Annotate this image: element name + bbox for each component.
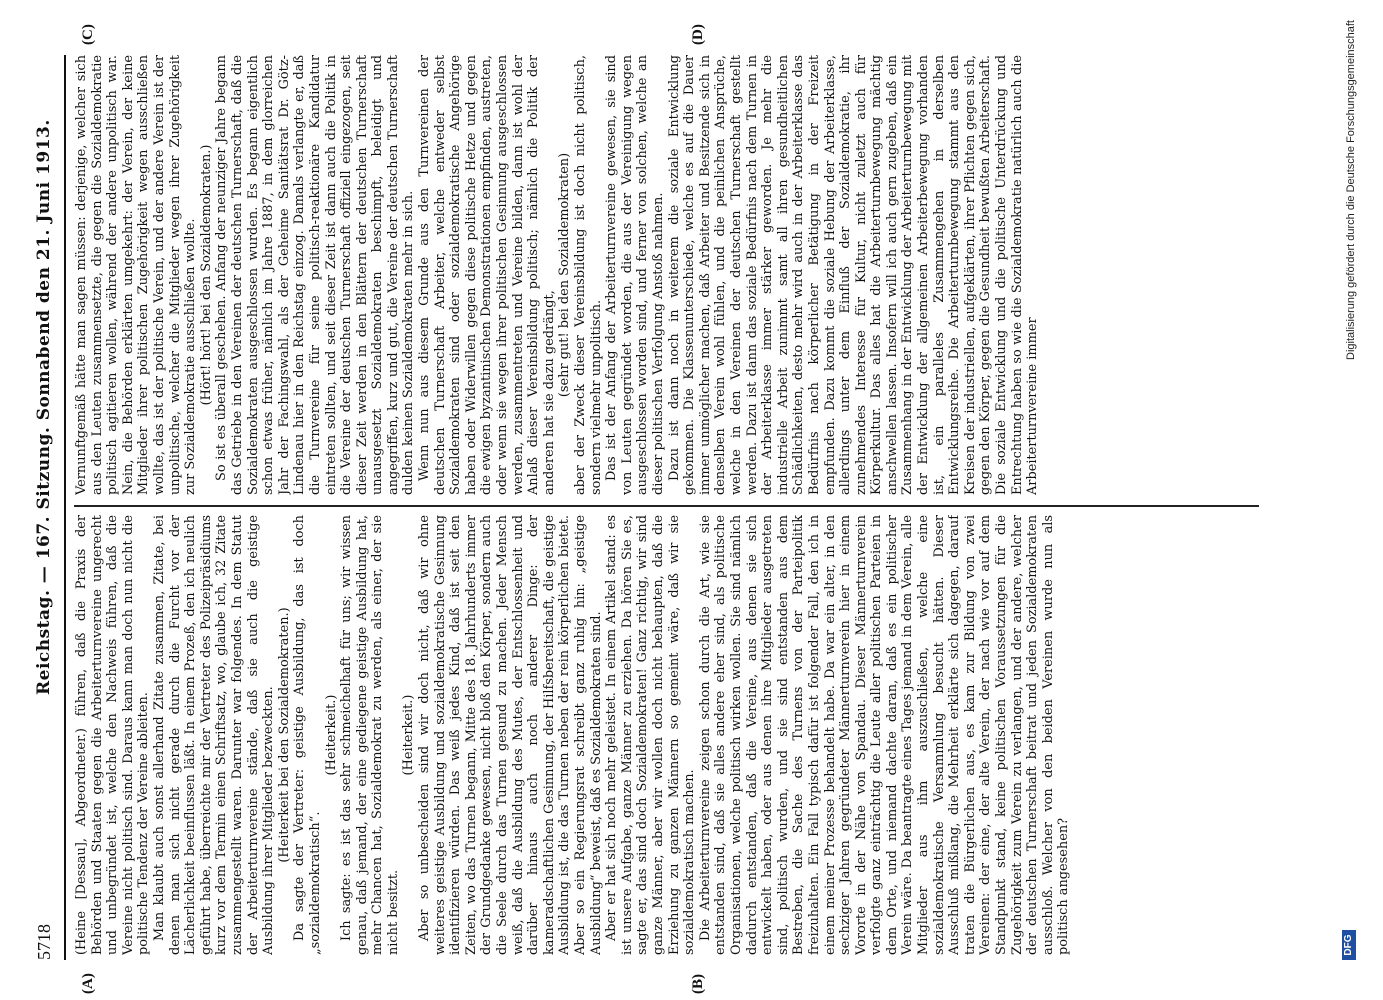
interjection: (Heiterkeit.)	[323, 694, 339, 776]
page-header	[34, 110, 64, 960]
column-divider	[74, 505, 1259, 507]
paragraph: Dazu ist dann noch in weiterem die soziale Entwicklung gekommen. Die Klassenunterschiede, welche es auf die Dauer immer unmöglicher machen, daß Arbeiter und Besitzende sich in denselben Verein wohl fühlen, und die peinlichen Ansprüche, welche in den Vereinen der deutschen Turnerschaft gestellt werden. Dazu ist dann das soziale Bedürfnis nach dem Turnen in der Arbeiterklasse immer stärker geworden. Je mehr die industrielle Arbeit zunimmt samt all ihren gesundheitlichen Schädlichkeiten, desto mehr wird auch in der Arbeiterklasse das Bedürfnis nach körperlicher Betätigung in der Freizeit empfunden. Dazu kommt die soziale Hebung der Arbeiterklasse, allerdings unter dem Einfluß der Sozialdemokratie, ihr zunehmendes Interesse für Kultur, nicht zuletzt auch für Körperkultur. Das alles hat die Arbeiterturnbewegung mächtig anschwellen lassen. Insofern will ich auch gern zugeben, daß ein Zusammenhang in der Entwicklung der Arbeiterturnbewegung mit der Entwicklung der allgemeinen Arbeiterbewegung vorhanden ist, ein paralleles Zusammengehen in derselben Entwicklungsreihe. Die Arbeiterturnbewegung stammt aus den Kreisen der industriellen, aufgeklärten, ihrer Pflichten gegen sich, gegen den Körper, gegen die Gesundheit bewußten Arbeiterschaft. Die soziale Entwicklung und die politische Unterdrückung und Entrechtung haben so wie die Sozialdemokratie natürlich auch die Arbeiterturnvereine immer	[666, 55, 1041, 495]
digitization-note: Digitalisierung gefördert durch die Deutsche Forschungsgemeinschaft	[1345, 20, 1357, 360]
paragraph: Ich sagte: es ist das sehr schmeichelhaft für uns; wir wissen genau, daß jemand, der eine gediegene geistige Ausbildung hat, mehr Chancen hat, Sozialdemokrat zu werden, als einer, der sie nicht besitzt.	[339, 515, 401, 955]
dfg-logo: DFG	[1342, 930, 1356, 960]
interjection: (Hört! hört! bei den Sozialdemokraten.)	[198, 144, 214, 406]
paragraph: (Heine [Dessau], Abgeordneter.) führen, daß die Praxis der Behörden und Staaten gegen die Arbeiterturnvereine ungerecht und unbegründet ist, welche den Nachweis führen, daß die Vereine nicht politisch sind. Daraus kann man doch nun nicht die politische Tendenz der Vereine ableiten.	[74, 515, 152, 955]
interjection: (Heiterkeit bei den Sozialdemokraten.)	[276, 607, 292, 863]
paragraph: Die Arbeiterturnvereine zeigen schon durch die Art, wie sie entstanden sind, daß sie alles andere eher sind, als politische Organisationen, welche politisch wirken wollen. Sie sind nämlich dadurch entstanden, daß die Vereine, aus denen sie sich entwickelt haben, oder aus denen ihre Mitglieder ausgetreten sind, politisch wurden, und sie sind entstanden aus dem Bestreben, die Sache des Turnens von der Parteipolitik freizuhalten. Ein Fall typisch dafür ist folgender Fall, den ich in einem meiner Prozesse behandelt habe. Da war ein alter, in den sechziger Jahren gegründeter Männerturnverein hier in einem Vororte in der Nähe von Spandau. Dieser Männerturnverein verfolgte ganz einträchtig die Leute aller politischen Parteien in dem Orte, und niemand dachte daran, daß es ein politischer Verein wäre. Da beantragte eines Tages jemand in dem Verein, alle Mitglieder aus ihm auszuschließen, welche eine sozialdemokratische Versammlung besucht hätten. Dieser Ausschluß mißlang, die Mehrheit erklärte sich dagegen, darauf traten die Bürgerlichen aus, es kam zur Bildung von zwei Vereinen: der eine, der alte Verein, der nach wie vor auf dem Standpunkt stand, keine politischen Voraussetzungen für die Zugehörigkeit zum Verein zu verlangen, und der andere, welcher der deutschen Turnerschaft beitrat und jeden Sozialdemokraten ausschloß. Welcher von den beiden Vereinen wurde nun als politisch angesehen?	[697, 515, 1072, 955]
paragraph: Vernunftgemäß hätte man sagen müssen: derjenige, welcher sich aus den Leuten zusammensetzte, die gegen die Sozialdemokratie politisch agitieren wollen, während der andere unpolitisch war. Nein, die Behörden erklärten umgekehrt: der Verein, der keine Mitglieder ihrer politischen Zugehörigkeit wegen ausschließen wollte, das ist der politische Verein, und der andere Verein ist der unpolitische, welcher die Mitglieder wegen ihrer Zugehörigkeit zur Sozialdemokratie ausschließen wollte.	[74, 55, 199, 495]
paragraph: Aber so unbescheiden sind wir doch nicht, daß wir ohne weiteres geistige Ausbildung und sozialdemokratische Gesinnung identifizieren würden. Das weiß jedes Kind, daß ist seit den Zeiten, wo das Turnen begann, Mitte des 18. Jahrhunderts immer der Grundgedanke gewesen, nicht bloß den Körper, sondern auch die Seele durch das Turnen gesund zu machen. Jeder Mensch weiß, daß die Ausbildung des Mutes, der Entschlossenheit und darüber hinaus auch noch anderer Dinge: der kameradschaftlichen Gesinnung, der Hilfsbereitschaft, die geistige Ausbildung ist, die das Turnen neben der rein körperlichen bietet. Aber so ein Regierungsrat schreibt ganz ruhig hin: „geistige Ausbildung“ beweist, daß es Sozialdemokraten sind.	[417, 515, 604, 955]
paragraph: Aber er hat sich noch mehr geleistet. In einem Artikel stand: es ist unsere Aufgabe, ganze Männer zu erziehen. Da hören Sie es, sagte er, das sind doch Sozialdemokraten! Ganz richtig, wir sind ganze Männer, aber wir wollen doch nicht behaupten, daß die Erziehung zu ganzen Männern so gemeint wäre, daß wir sie sozialdemokratisch machen.	[604, 515, 698, 955]
paragraph: Da sagte der Vertreter: geistige Ausbildung, das ist doch „sozialdemokratisch“.	[292, 515, 323, 955]
interjection: (Heiterkeit.)	[401, 694, 417, 776]
paragraph: Wenn nun aus diesem Grunde aus den Turnvereinen der deutschen Turnerschaft Arbeiter, welche entweder selbst Sozialdemokraten sind oder sozialdemokratische Angehörige haben oder Widerwillen gegen diese politische Hetze und gegen die ewigen byzantinischen Demonstrationen empfinden, austreten, oder wenn sie wegen ihrer politischen Gesinnung ausgeschlossen werden, zusammentreten und Vereine bilden, dann ist wohl der Anlaß dieser Vereinsbildung politisch; nämlich die Politik der anderen hat sie dazu gedrängt,	[417, 55, 557, 495]
paragraph: Das ist der Anfang der Arbeiterturnvereine gewesen, sie sind von Leuten gegründet worden, die aus der Vereinigung wegen ausgeschlossen worden sind, und ferner von solchen, welche an dieser politischen Verfolgung Anstoß nahmen.	[604, 55, 666, 495]
page-number: 5718	[34, 924, 54, 960]
right-text-column	[74, 55, 1259, 495]
margin-mark-b: (B)	[690, 974, 706, 994]
interjection: (sehr gut! bei den Sozialdemokraten)	[557, 152, 573, 398]
margin-mark-c: (C)	[80, 24, 96, 45]
paragraph: Man klaubt auch sonst allerhand Zitate zusammen, Zitate, bei denen man sich nicht gerade durch die Furcht vor der Lächerlichkeit beeinflussen läßt. In einem Prozeß, den ich neulich geführt habe, überreichte mir der Vertreter des Polizeipräsidiums kurz vor dem Termin einen Schriftsatz, wo, glaube ich, 32 Zitate zusammengestellt waren. Darunter war folgendes. In dem Statut der Arbeiterturnvereine stände, daß sie auch die geistige Ausbildung ihrer Mitglieder bezweckten.	[151, 515, 277, 955]
running-head: Reichstag. — 167. Sitzung. Sonnabend den 21. Juni 1913.	[34, 119, 54, 695]
margin-mark-d: (D)	[690, 24, 706, 45]
paragraph: So ist es überall geschehen. Anfang der neunziger Jahre begann das Getriebe in den Vereinen der deutschen Turnerschaft, daß die Sozialdemokraten ausgeschlossen wurden. Es begann eigentlich schon etwas früher, nämlich im Jahre 1887, in dem glorreichen Jahr der Fachingswahl, als der Geheime Sanitätsrat Dr. Götz-Lindenau hier in den Reichstag einzog. Damals verlangte er, daß die Turnvereine für seine politisch-reaktionäre Kandidatur eintreten sollten, und seit dieser Zeit ist dann auch die Politik in die Vereine der deutschen Turnerschaft offiziell eingezogen, seit dieser Zeit werden in den Blättern der deutschen Turnerschaft unausgesetzt Sozialdemokraten beschimpft, beleidigt und angegriffen, kurz und gut, die Vereine der deutschen Turnerschaft dulden keinen Sozialdemokraten mehr in sich.	[214, 55, 417, 495]
paragraph: aber der Zweck dieser Vereinsbildung ist doch nicht politisch, sondern vielmehr unpolitisch.	[573, 55, 604, 495]
header-rule	[64, 55, 66, 960]
margin-mark-a: (A)	[80, 973, 96, 994]
left-text-column	[74, 515, 1259, 955]
